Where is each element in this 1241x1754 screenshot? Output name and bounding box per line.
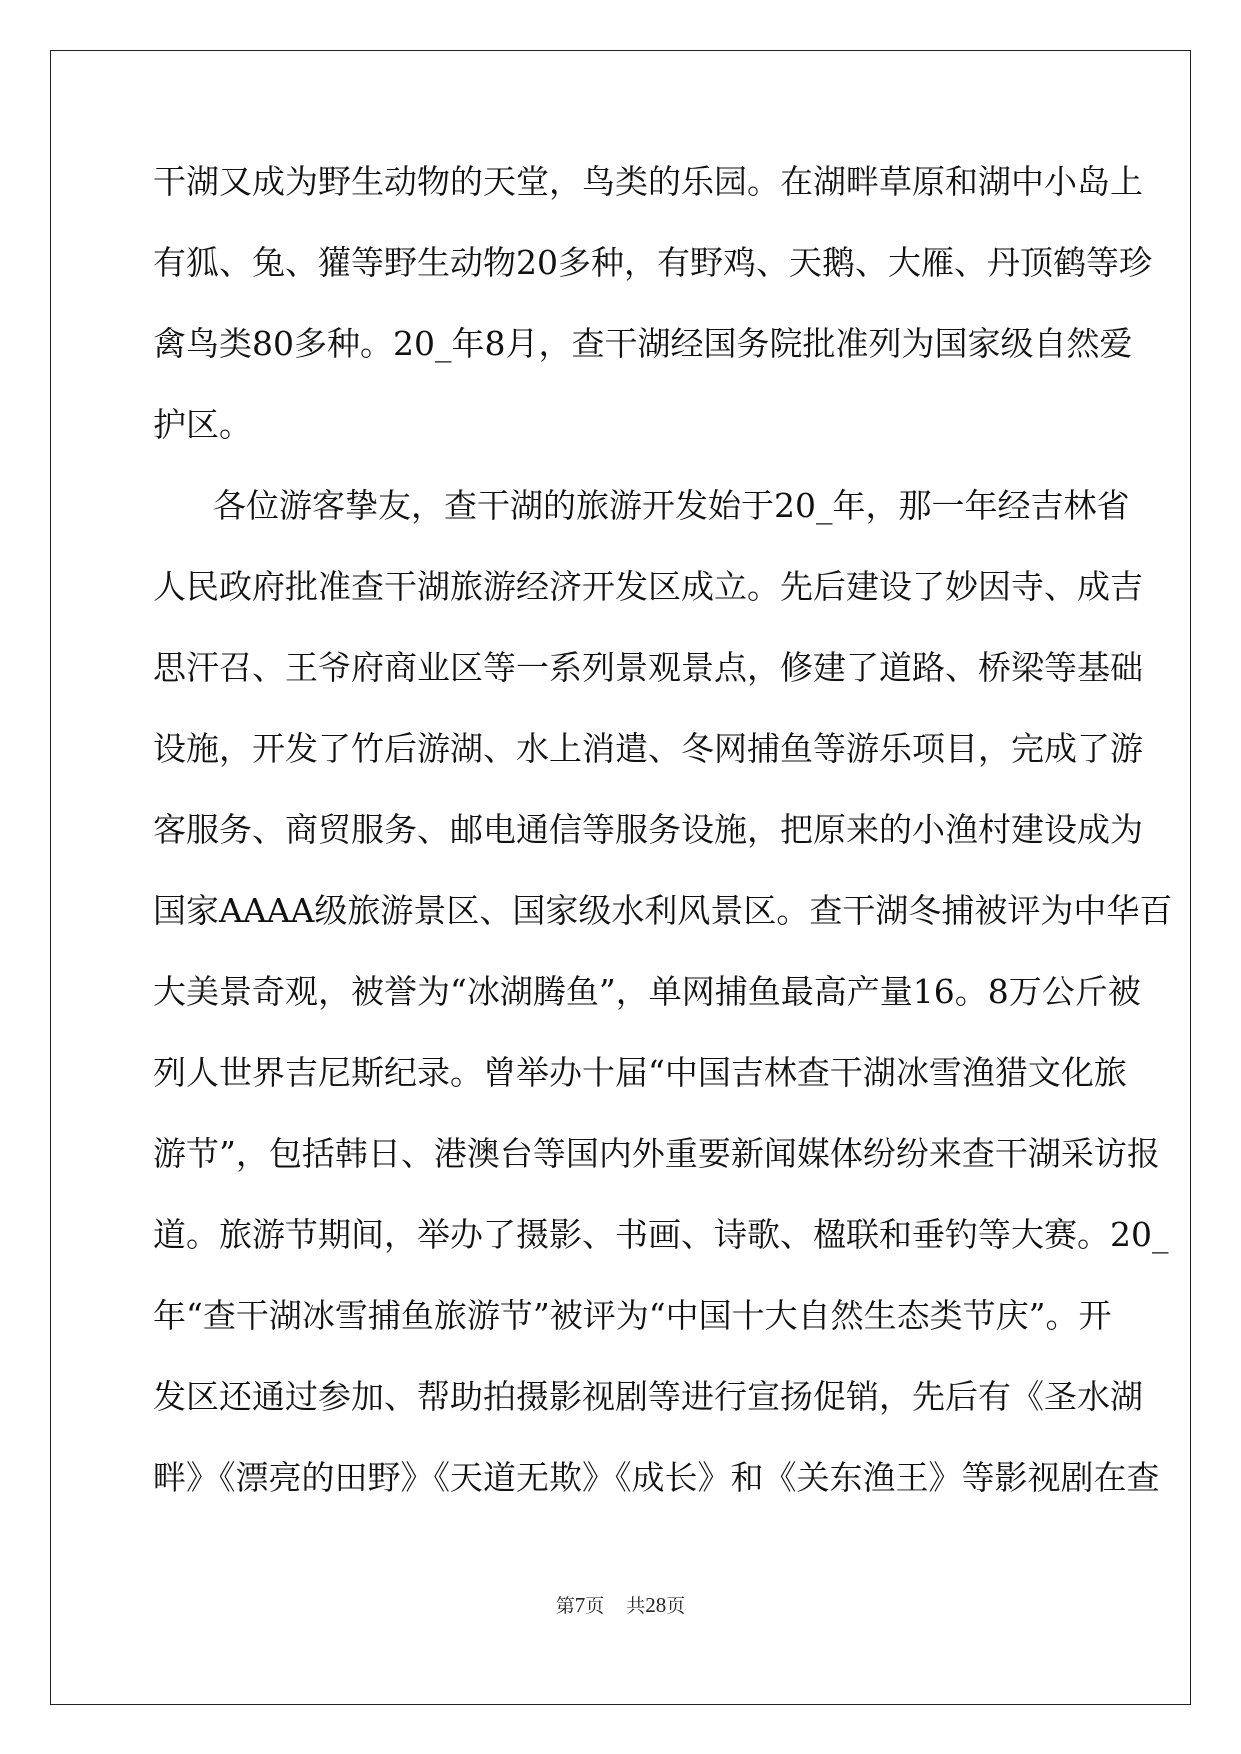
page-footer (0, 1594, 1241, 1617)
page-number: 7 (574, 1593, 586, 1617)
text-line: 畔》《漂亮的田野》《天道无欺》《成长》和《关东渔王》等影视剧在查 (153, 1458, 1160, 1497)
paragraph-first-line: 各位游客挚友，查干湖的旅游开发始于20_年，那一年经吉林省 (213, 486, 1130, 525)
text-line: 有狐、兔、獾等野生动物20多种，有野鸡、天鹅、大雁、丹顶鹤等珍 (153, 243, 1152, 282)
text-line: 护区。 (153, 405, 252, 444)
text-line: 设施，开发了竹后游湖、水上消遣、冬网捕鱼等游乐项目，完成了游 (153, 729, 1143, 768)
text-line: 列人世界吉尼斯纪录。曾举办十届“中国吉林查干湖冰雪渔猎文化旅 (153, 1053, 1127, 1092)
text-line: 道。旅游节期间，举办了摄影、书画、诗歌、楹联和垂钓等大赛。20_ (153, 1215, 1169, 1254)
text-line: 思汗召、王爷府商业区等一系列景观景点，修建了道路、桥梁等基础 (153, 648, 1143, 687)
text-line: 游节”，包括韩日、港澳台等国内外重要新闻媒体纷纷来查干湖采访报 (153, 1134, 1160, 1173)
total-suffix: 页 (666, 1595, 686, 1617)
total-prefix: 共 (626, 1595, 646, 1617)
text-line: 干湖又成为野生动物的天堂，鸟类的乐园。在湖畔草原和湖中小岛上 (153, 162, 1143, 201)
page-prefix: 第 (555, 1595, 575, 1617)
text-line: 客服务、商贸服务、邮电通信等服务设施，把原来的小渔村建设成为 (153, 810, 1143, 849)
text-line: 年“查干湖冰雪捕鱼旅游节”被评为“中国十大自然生态类节庆”。开 (153, 1296, 1112, 1335)
total-pages: 28 (645, 1593, 667, 1617)
text-line: 国家AAAA级旅游景区、国家级水利风景区。查干湖冬捕被评为中华百 (153, 891, 1173, 930)
text-line: 禽鸟类80多种。20_年8月，查干湖经国务院批准列为国家级自然爱 (153, 324, 1133, 363)
text-line: 大美景奇观，被誉为“冰湖腾鱼”，单网捕鱼最高产量16。8万公斤被 (153, 972, 1141, 1011)
text-line: 人民政府批准查干湖旅游经济开发区成立。先后建设了妙因寺、成吉 (153, 567, 1143, 606)
document-body (153, 162, 1173, 1539)
text-line: 发区还通过参加、帮助拍摄影视剧等进行宣扬促销，先后有《圣水湖 (153, 1377, 1143, 1416)
page-suffix: 页 (585, 1595, 605, 1617)
